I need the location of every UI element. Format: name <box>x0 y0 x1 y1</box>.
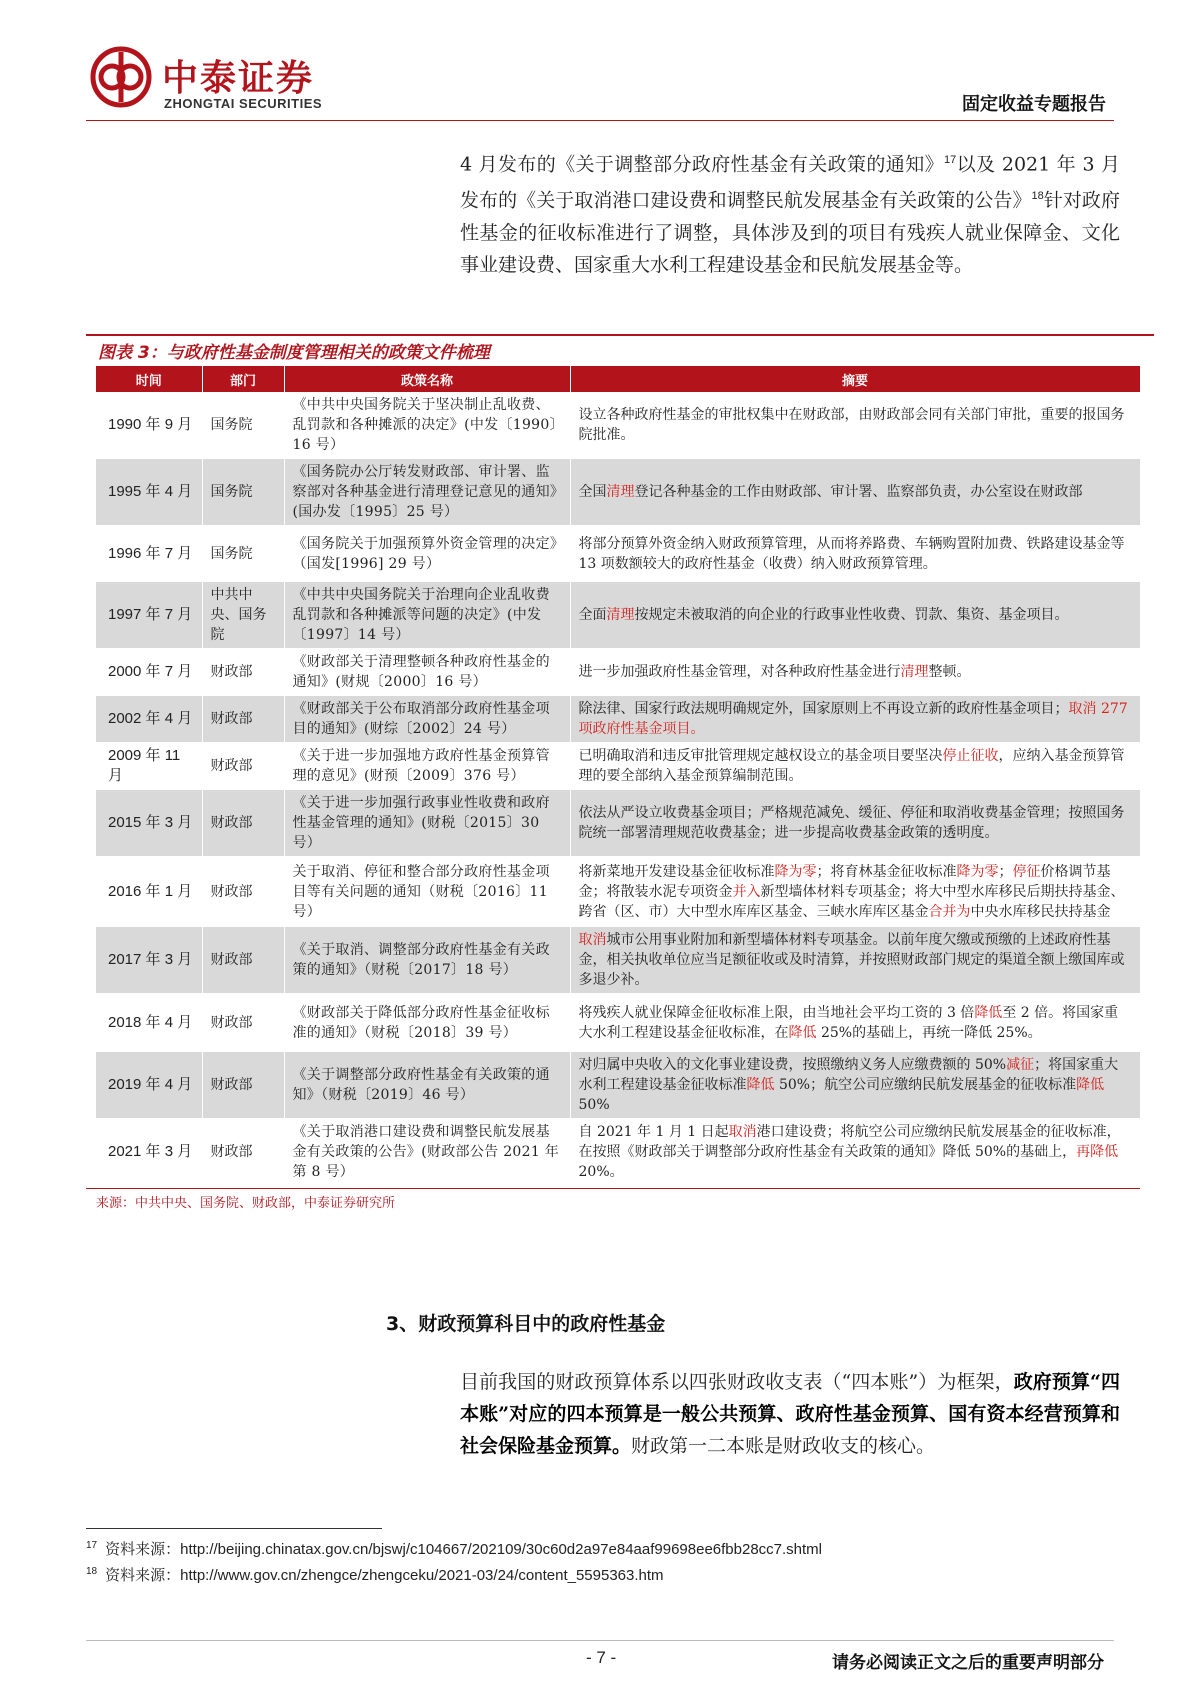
highlighted-text: 降为零 <box>956 863 999 880</box>
highlighted-text: 再降低 <box>1076 1144 1119 1160</box>
table-row <box>96 392 1140 459</box>
table-row <box>96 696 1140 743</box>
cell-policy-name: 《关于进一步加强行政事业性收费和政府性基金管理的通知》(财税〔2015〕30 号） <box>284 790 570 857</box>
cell-dept: 财政部 <box>202 994 284 1052</box>
summary-text: 50%；航空公司应缴纳民航发展基金的征收标准 <box>774 1077 1077 1093</box>
cell-summary <box>570 1052 1140 1119</box>
cell-policy-name: 《关于取消、调整部分政府性基金有关政策的通知》（财税〔2017〕18 号） <box>284 927 570 994</box>
page-number: - 7 - <box>586 1648 617 1667</box>
cell-summary <box>570 459 1140 526</box>
footer-divider <box>86 1640 1114 1641</box>
summary-text: 将部分预算外资金纳入财政预算管理，从而将养路费、车辆购置附加费、铁路建设基金等 13 项数额较大的政府性基金（收费）纳入财政预算管理。 <box>578 535 1125 572</box>
cell-summary <box>570 994 1140 1052</box>
summary-text: 将残疾人就业保障金征收标准上限，由当地社会平均工资的 3 倍 <box>578 1004 975 1021</box>
section-text-2: 财政第一二本账是财政收支的核心。 <box>631 1435 936 1457</box>
summary-text: 中央水库移民扶持基金 <box>970 903 1111 920</box>
footnote-divider <box>86 1528 382 1529</box>
footnote-ref-18[interactable]: 18 <box>1031 190 1044 203</box>
highlighted-text: 清理 <box>900 664 929 680</box>
summary-text: 至 2 倍。将国家重大水利工程建设基金征收标准，在 <box>578 1004 1119 1041</box>
brand-name-en: ZHONGTAI SECURITIES <box>164 96 323 111</box>
highlighted-text: 取消 277 项政府性基金项目。 <box>578 701 1128 737</box>
highlighted-text: 降低 <box>974 1004 1003 1021</box>
footnote-ref-17[interactable]: 17 <box>943 154 957 166</box>
cell-policy-name: 《关于进一步加强地方政府性基金预算管理的意见》(财预〔2009〕376 号） <box>284 743 570 790</box>
table-row <box>96 743 1140 790</box>
cell-summary <box>570 582 1140 649</box>
footnote-label: 资料来源： <box>105 1566 181 1584</box>
cell-dept: 财政部 <box>202 649 284 696</box>
cell-policy-name: 《中共中央国务院关于治理向企业乱收费乱罚款和各种摊派等问题的决定》(中发〔1997〕14 号） <box>284 582 570 649</box>
section-text-1: 目前我国的财政预算体系以四张财政收支表（“四本账”）为框架， <box>460 1371 1014 1393</box>
report-type: 固定收益专题报告 <box>962 94 1106 115</box>
cell-summary <box>570 857 1140 927</box>
cell-dept: 中共中央、国务院 <box>202 582 284 649</box>
summary-text: 除法律、国家行政法规明确规定外，国家原则上不再设立新的政府性基金项目； <box>578 701 1069 717</box>
footnote-number: 18 <box>86 1566 98 1577</box>
summary-text: 整顿。 <box>928 664 971 680</box>
table-row <box>96 1119 1140 1186</box>
highlighted-text: 降低 <box>788 1024 817 1041</box>
cell-policy-name: 《财政部关于公布取消部分政府性基金项目的通知》(财综〔2002〕24 号） <box>284 696 570 743</box>
summary-text: 港口建设费；将航空公司应缴纳民航发展基金的征收标准，在按照《财政部关于调整部分政府性基金有关政策的通知》降低 50%的基础上， <box>578 1124 1121 1160</box>
highlighted-text: 合并为 <box>928 903 971 920</box>
cell-dept: 国务院 <box>202 392 284 459</box>
cell-time: 1995 年 4 月 <box>96 459 202 526</box>
table-row <box>96 459 1140 526</box>
cell-summary <box>570 649 1140 696</box>
highlighted-text: 停止征收 <box>942 748 999 764</box>
table-row <box>96 582 1140 649</box>
summary-text: 自 2021 年 1 月 1 日起 <box>578 1124 729 1140</box>
summary-text: 依法从严设立收费基金项目；严格规范减免、缓征、停征和取消收费基金管理；按照国务院统一部署清理规范收费基金；进一步提高收费基金政策的透明度。 <box>578 805 1125 841</box>
cell-time: 1990 年 9 月 <box>96 392 202 459</box>
figure-source: 来源：中共中央、国务院、财政部，中泰证券研究所 <box>96 1196 396 1211</box>
zhongtai-logo-icon <box>90 46 152 108</box>
cell-dept: 财政部 <box>202 1052 284 1119</box>
summary-text: 25%的基础上，再统一降低 25%。 <box>816 1024 1042 1041</box>
summary-text: 设立各种政府性基金的审批权集中在财政部，由财政部会同有关部门审批，重要的报国务院批准。 <box>578 407 1125 443</box>
cell-policy-name: 《关于调整部分政府性基金有关政策的通知》（财税〔2019〕46 号） <box>284 1052 570 1119</box>
intro-text-1: 4 月发布的《关于调整部分政府性基金有关政策的通知》 <box>460 153 944 176</box>
highlighted-text: 取消 <box>728 1124 757 1140</box>
summary-text: 新型墙体材料专项基金；将大中型水库移民后期扶持基金、跨省（区、市）大中型水库库区基金、三峡水库库区基金 <box>578 883 1125 920</box>
cell-dept: 财政部 <box>202 1119 284 1186</box>
highlighted-text: 清理 <box>606 607 635 623</box>
cell-policy-name: 关于取消、停征和整合部分政府性基金项目等有关问题的通知（财税〔2016〕11 号） <box>284 857 570 927</box>
highlighted-text: 减征 <box>1006 1057 1035 1073</box>
summary-text: 已明确取消和违反审批管理规定越权设立的基金项目要坚决 <box>578 748 943 764</box>
highlighted-text: 并入 <box>732 883 761 900</box>
cell-summary <box>570 743 1140 790</box>
footnote-number: 17 <box>86 1540 98 1551</box>
footnote-link[interactable]: http://beijing.chinatax.gov.cn/bjswj/c104667/202109/30c60d2a97e84aaf99698ee6fbb28cc7.shtml <box>180 1541 823 1558</box>
highlighted-text: 降为零 <box>774 863 817 880</box>
header-policy-name: 政策名称 <box>284 366 570 392</box>
intro-paragraph <box>460 144 1120 281</box>
summary-text: 登记各种基金的工作由财政部、审计署、监察部负责，办公室设在财政部 <box>634 484 1083 500</box>
footnote-17 <box>86 1538 822 1559</box>
table-row <box>96 526 1140 582</box>
summary-text: ； <box>998 863 1013 880</box>
footnote-18 <box>86 1564 664 1585</box>
cell-time: 2015 年 3 月 <box>96 790 202 857</box>
header-summary: 摘要 <box>570 366 1140 392</box>
figure-source-rule <box>86 1188 1140 1189</box>
disclaimer-note: 请务必阅读正文之后的重要声明部分 <box>832 1653 1104 1673</box>
summary-text: 城市公用事业附加和新型墙体材料专项基金。以前年度欠缴或预缴的上述政府性基金，相关执收单位应当足额征收或及时清算，并按照财政部门规定的渠道全额上缴国库或多退少补。 <box>578 932 1125 988</box>
cell-dept: 国务院 <box>202 459 284 526</box>
cell-dept: 财政部 <box>202 857 284 927</box>
summary-text: ，应纳入基金预算管理的要全部纳入基金预算编制范围。 <box>578 748 1125 784</box>
summary-text: 对归属中央收入的文化事业建设费，按照缴纳义务人应缴费额的 50% <box>578 1057 1007 1073</box>
table-row <box>96 927 1140 994</box>
header-time: 时间 <box>96 366 202 392</box>
cell-time: 2002 年 4 月 <box>96 696 202 743</box>
section-text-bold: 政府预算“四本账”对应的四本预算是一般公共预算、政府性基金预算、国有资本经营预算和社会保险基金预算。 <box>460 1371 1120 1457</box>
cell-policy-name: 《关于取消港口建设费和调整民航发展基金有关政策的公告》(财政部公告 2021 年第 8 号） <box>284 1119 570 1186</box>
summary-text: 20%。 <box>578 1164 624 1180</box>
section-heading: 3、财政预算科目中的政府性基金 <box>386 1313 666 1335</box>
summary-text: 按规定未被取消的向企业的行政事业性收费、罚款、集资、基金项目。 <box>634 607 1069 623</box>
cell-policy-name: 《国务院办公厅转发财政部、审计署、监察部对各种基金进行清理登记意见的通知》(国办发〔1995〕25 号） <box>284 459 570 526</box>
highlighted-text: 停征 <box>1012 863 1041 880</box>
cell-time: 1996 年 7 月 <box>96 526 202 582</box>
summary-text: 价格调节基金；将散装水泥专项资金 <box>578 863 1111 900</box>
table-row <box>96 649 1140 696</box>
summary-text: ；将国家重大水利工程建设基金征收标准 <box>578 1057 1119 1093</box>
intro-text-3: 针对政府性基金的征收标准进行了调整，具体涉及到的项目有残疾人就业保障金、文化事业建设费、国家重大水利工程建设基金和民航发展基金等。 <box>460 189 1120 276</box>
cell-dept: 国务院 <box>202 526 284 582</box>
cell-dept: 财政部 <box>202 790 284 857</box>
summary-text: 将新菜地开发建设基金征收标准 <box>578 863 775 880</box>
cell-summary <box>570 526 1140 582</box>
table-row <box>96 857 1140 927</box>
highlighted-text: 清理 <box>606 484 635 500</box>
cell-summary <box>570 927 1140 994</box>
summary-text: 50% <box>578 1097 610 1113</box>
highlighted-text: 降低 <box>1076 1077 1105 1093</box>
policy-table <box>96 366 1141 1186</box>
cell-time: 1997 年 7 月 <box>96 582 202 649</box>
highlighted-text: 取消 <box>578 932 607 948</box>
highlighted-text: 降低 <box>746 1077 775 1093</box>
cell-time: 2000 年 7 月 <box>96 649 202 696</box>
table-row <box>96 994 1140 1052</box>
cell-policy-name: 《中共中央国务院关于坚决制止乱收费、乱罚款和各种摊派的决定》(中发〔1990〕16 号） <box>284 392 570 459</box>
summary-text: 进一步加强政府性基金管理，对各种政府性基金进行 <box>578 664 901 680</box>
cell-summary <box>570 392 1140 459</box>
header-divider <box>86 120 1114 121</box>
summary-text: 全面 <box>578 607 607 623</box>
header-dept: 部门 <box>202 366 284 392</box>
summary-text: 全国 <box>578 484 607 500</box>
cell-time: 2009 年 11 月 <box>96 743 202 790</box>
cell-time: 2019 年 4 月 <box>96 1052 202 1119</box>
cell-dept: 财政部 <box>202 696 284 743</box>
section-paragraph <box>460 1366 1120 1462</box>
figure-title: 图表 3：与政府性基金制度管理相关的政策文件梳理 <box>98 343 490 363</box>
cell-summary <box>570 1119 1140 1186</box>
cell-summary <box>570 696 1140 743</box>
brand-name-cn: 中泰证券 <box>162 58 315 99</box>
cell-time: 2016 年 1 月 <box>96 857 202 927</box>
table-row <box>96 790 1140 857</box>
cell-policy-name: 《财政部关于清理整顿各种政府性基金的通知》(财规〔2000〕16 号） <box>284 649 570 696</box>
cell-time: 2017 年 3 月 <box>96 927 202 994</box>
cell-time: 2018 年 4 月 <box>96 994 202 1052</box>
cell-dept: 财政部 <box>202 927 284 994</box>
cell-time: 2021 年 3 月 <box>96 1119 202 1186</box>
cell-policy-name: 《财政部关于降低部分政府性基金征收标准的通知》（财税〔2018〕39 号） <box>284 994 570 1052</box>
table-body <box>96 392 1140 1186</box>
footnote-label: 资料来源： <box>105 1540 181 1558</box>
cell-policy-name: 《国务院关于加强预算外资金管理的决定》（国发[1996] 29 号） <box>284 526 570 582</box>
intro-text-2: 以及 2021 年 3 月发布的《关于取消港口建设费和调整民航发展基金有关政策的公告》 <box>460 153 1120 212</box>
table-header-row <box>96 366 1140 392</box>
summary-text: ；将育林基金征收标准 <box>816 863 957 880</box>
table-row <box>96 1052 1140 1119</box>
cell-dept: 财政部 <box>202 743 284 790</box>
cell-summary <box>570 790 1140 857</box>
footnote-link[interactable]: http://www.gov.cn/zhengce/zhengceku/2021-03/24/content_5595363.htm <box>180 1567 664 1584</box>
